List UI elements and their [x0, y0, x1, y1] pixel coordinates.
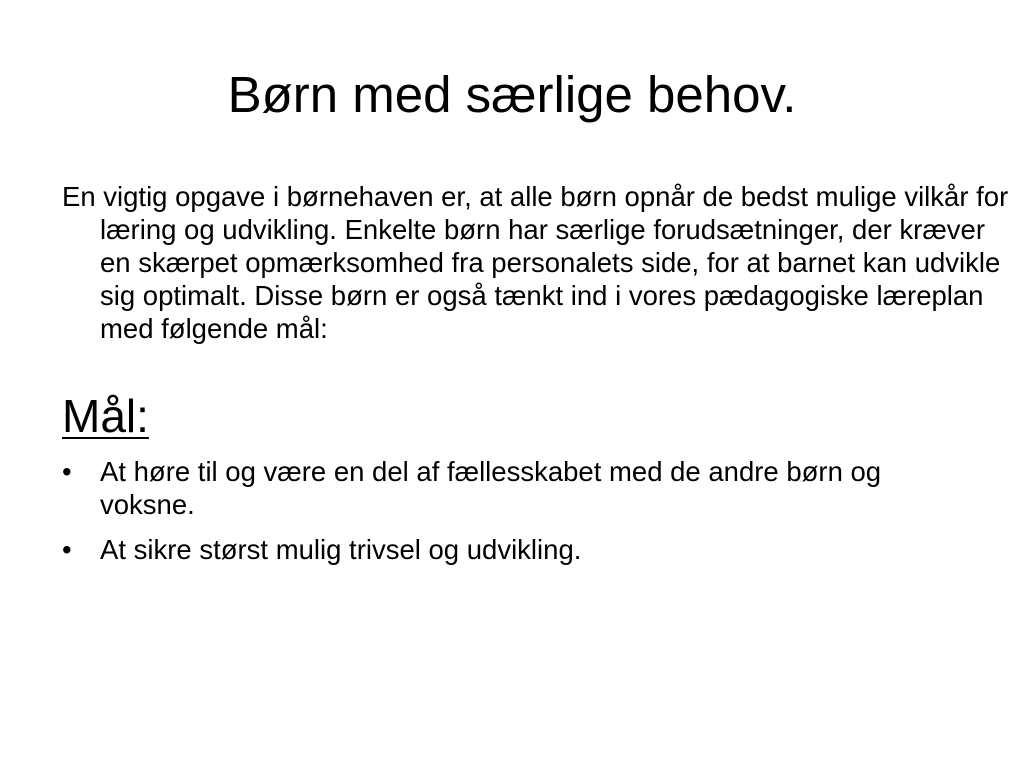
goal-text: At høre til og være en del af fællesskabet med de andre børn og voksne.: [100, 456, 882, 520]
bullet-icon: •: [62, 534, 72, 565]
slide-title: Børn med særlige behov.: [227, 66, 797, 123]
bullet-icon: •: [62, 456, 72, 487]
goals-heading: Mål:: [62, 390, 149, 442]
intro-paragraph: En vigtig opgave i børnehaven er, at alle børn opnår de bedst mulige vilkår for læring og udvikling. Enkelte børn har særlige forudsætninger, der kræver en skærpet opmærksomhed fra personalets side, for at barnet kan udvikle sig optimalt. Disse børn er også tænkt ind i vores pædagogiske læreplan med følgende mål:: [62, 181, 1009, 344]
goal-list: [62, 455, 982, 578]
goal-text: At sikre størst mulig trivsel og udvikling.: [100, 534, 582, 565]
goal-item: [62, 455, 982, 521]
goal-item: [62, 533, 982, 566]
